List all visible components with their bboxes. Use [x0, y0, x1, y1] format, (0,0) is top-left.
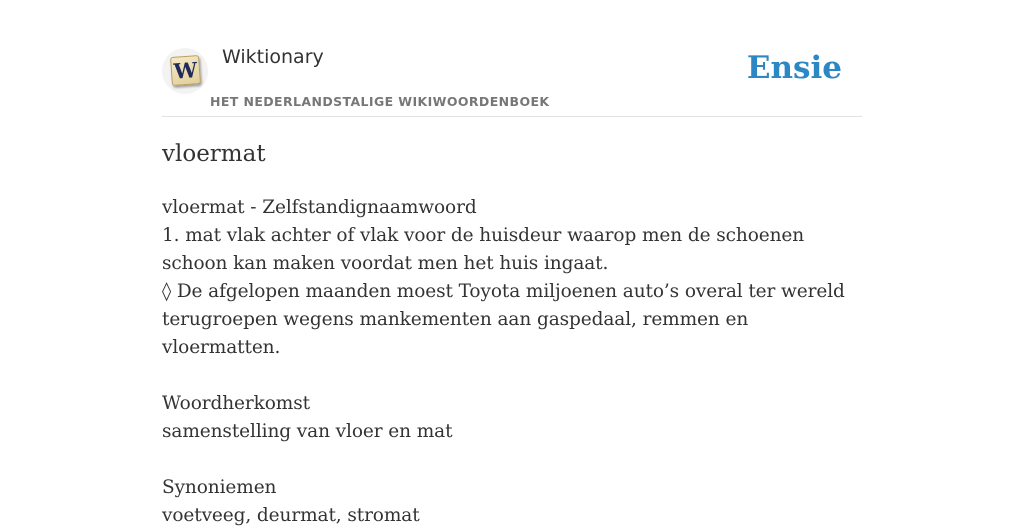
etymology-text: samenstelling van vloer en mat — [162, 421, 453, 442]
site-tagline: HET NEDERLANDSTALIGE WIKIWOORDENBOEK — [210, 94, 550, 109]
synonyms-label: Synoniemen — [162, 477, 277, 498]
spacer — [162, 446, 862, 474]
site-header — [162, 46, 862, 117]
wiktionary-logo-icon: W — [170, 55, 201, 86]
spacer — [162, 362, 862, 390]
wiktionary-logo[interactable] — [162, 48, 208, 94]
synonyms-text: voetveeg, deurmat, stromat — [162, 505, 420, 526]
ensie-brand-link[interactable]: Ensie — [746, 50, 842, 86]
etymology-label: Woordherkomst — [162, 393, 310, 414]
site-name[interactable]: Wiktionary — [222, 46, 324, 68]
entry-body — [162, 194, 862, 530]
page-title: vloermat — [162, 141, 266, 167]
entry-heading: vloermat - Zelfstandignaamwoord — [162, 197, 477, 218]
definition-text: 1. mat vlak achter of vlak voor de huisdeur waarop men de schoenen schoon kan maken voordat men het huis ingaat. — [162, 225, 805, 274]
example-sentence: ◊ De afgelopen maanden moest Toyota miljoenen auto’s overal ter wereld terugroepen wegens mankementen aan gaspedaal, remmen en vloermatten. — [162, 281, 845, 358]
entry-content — [162, 138, 862, 530]
